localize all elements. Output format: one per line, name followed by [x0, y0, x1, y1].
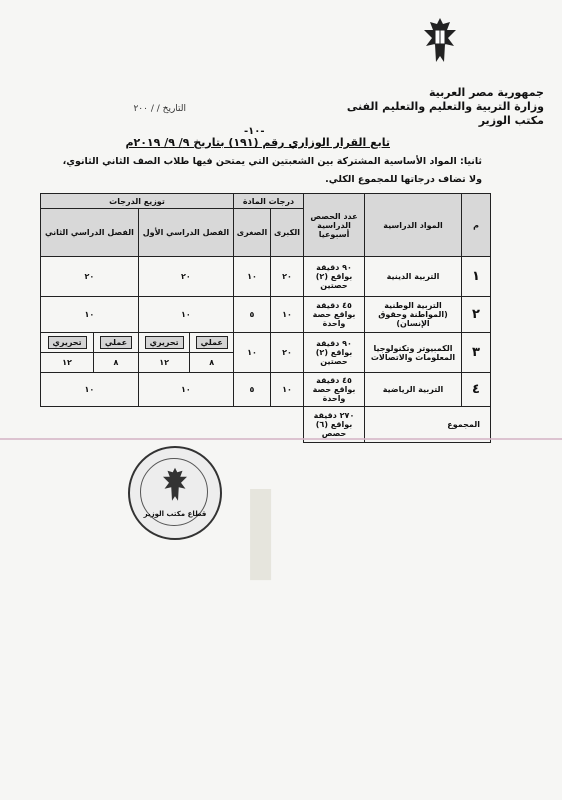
total-periods-line1: ٢٧٠ دقيقة [313, 411, 355, 420]
stamp-text: قطاع مكتب الوزير [143, 510, 207, 518]
row-max: ١٠ [271, 297, 304, 333]
t2-written: ١٢ [41, 353, 94, 373]
table-header-row [41, 194, 491, 209]
row-num: ٣ [462, 333, 491, 373]
row-max: ٢٠ [271, 257, 304, 297]
ministry-name: وزارة التربية والتعليم والتعليم الفنى [346, 100, 544, 113]
section-note: ولا تضاف درجاتها للمجموع الكلي. [325, 174, 482, 185]
eagle-emblem-icon [420, 16, 460, 66]
row-max: ٢٠ [271, 333, 304, 373]
t1-written: ١٢ [138, 353, 190, 373]
row-periods: ٩٠ دقيقة بواقع (٢) حصتين [304, 257, 365, 297]
row-term1: ٢٠ [138, 257, 233, 297]
col-periods: عدد الحصص الدراسية أسبوعيا [304, 194, 365, 257]
col-term2: الفصل الدراسي الثاني [41, 209, 139, 257]
row-max: ١٠ [271, 373, 304, 407]
col-max: الكبرى [271, 209, 304, 257]
decree-title: تابع القرار الوزاري رقم (١٩١) بتاريخ ٩/ ٩/ ٢٠١٩م [125, 136, 390, 149]
row-term2: ٢٠ [41, 257, 139, 297]
stamp-eagle-icon [160, 466, 190, 504]
t1-written-header: تحريري [138, 333, 190, 353]
subjects-table [40, 193, 491, 443]
row-periods: ٤٥ دقيقة بواقع حصة واحدة [304, 297, 365, 333]
col-distribution: توزيع الدرجات [41, 194, 234, 209]
col-num: م [462, 194, 491, 257]
row-subject: التربية الرياضية [365, 373, 462, 407]
row-min: ١٠ [234, 257, 271, 297]
row-periods: ٩٠ دقيقة بواقع (٢) حصتين [304, 333, 365, 373]
total-label: المجموع [365, 407, 491, 443]
row-term2: ١٠ [41, 373, 139, 407]
table-row [41, 333, 491, 353]
row-term2: ١٠ [41, 297, 139, 333]
row-min: ٥ [234, 373, 271, 407]
office-name: مكتب الوزير [478, 114, 544, 127]
col-subjects: المواد الدراسية [365, 194, 462, 257]
t1-practical-header: عملي [190, 333, 234, 353]
col-term1: الفصل الدراسي الأول [138, 209, 233, 257]
t2-written-header: تحريري [41, 333, 94, 353]
row-periods: ٤٥ دقيقة بواقع حصة واحدة [304, 373, 365, 407]
t1-practical: ٨ [190, 353, 234, 373]
col-grades: درجات المادة [234, 194, 304, 209]
row-num: ٢ [462, 297, 491, 333]
page-number: -١٠- [244, 126, 265, 137]
date-label: التاريخ / / ٢٠٠ [133, 104, 186, 114]
total-periods-line2: بواقع (٦) حصص [315, 420, 353, 438]
table-row [41, 257, 491, 297]
row-num: ١ [462, 257, 491, 297]
ministry-header [344, 86, 544, 128]
row-term1: ١٠ [138, 373, 233, 407]
row-subject: التربية الوطنية (المواطنة وحقوق الإنسان) [365, 297, 462, 333]
country-name: جمهورية مصر العربية [429, 86, 544, 99]
row-num: ٤ [462, 373, 491, 407]
row-subject: الكمبيوتر وتكنولوجيا المعلومات والاتصالات [365, 333, 462, 373]
row-term1: ١٠ [138, 297, 233, 333]
table-row [41, 297, 491, 333]
row-subject: التربية الدينية [365, 257, 462, 297]
table-row [41, 373, 491, 407]
official-stamp [128, 446, 222, 540]
watermark-glyph: ا [240, 470, 282, 609]
scan-line [0, 438, 562, 440]
row-min: ١٠ [234, 333, 271, 373]
row-min: ٥ [234, 297, 271, 333]
section-title: ثانيا: المواد الأساسية المشتركة بين الشعبتين التي يمتحن فيها طلاب الصف الثاني الثانوي، [62, 156, 482, 167]
t2-practical: ٨ [94, 353, 139, 373]
col-min: الصغرى [234, 209, 271, 257]
t2-practical-header: عملي [94, 333, 139, 353]
